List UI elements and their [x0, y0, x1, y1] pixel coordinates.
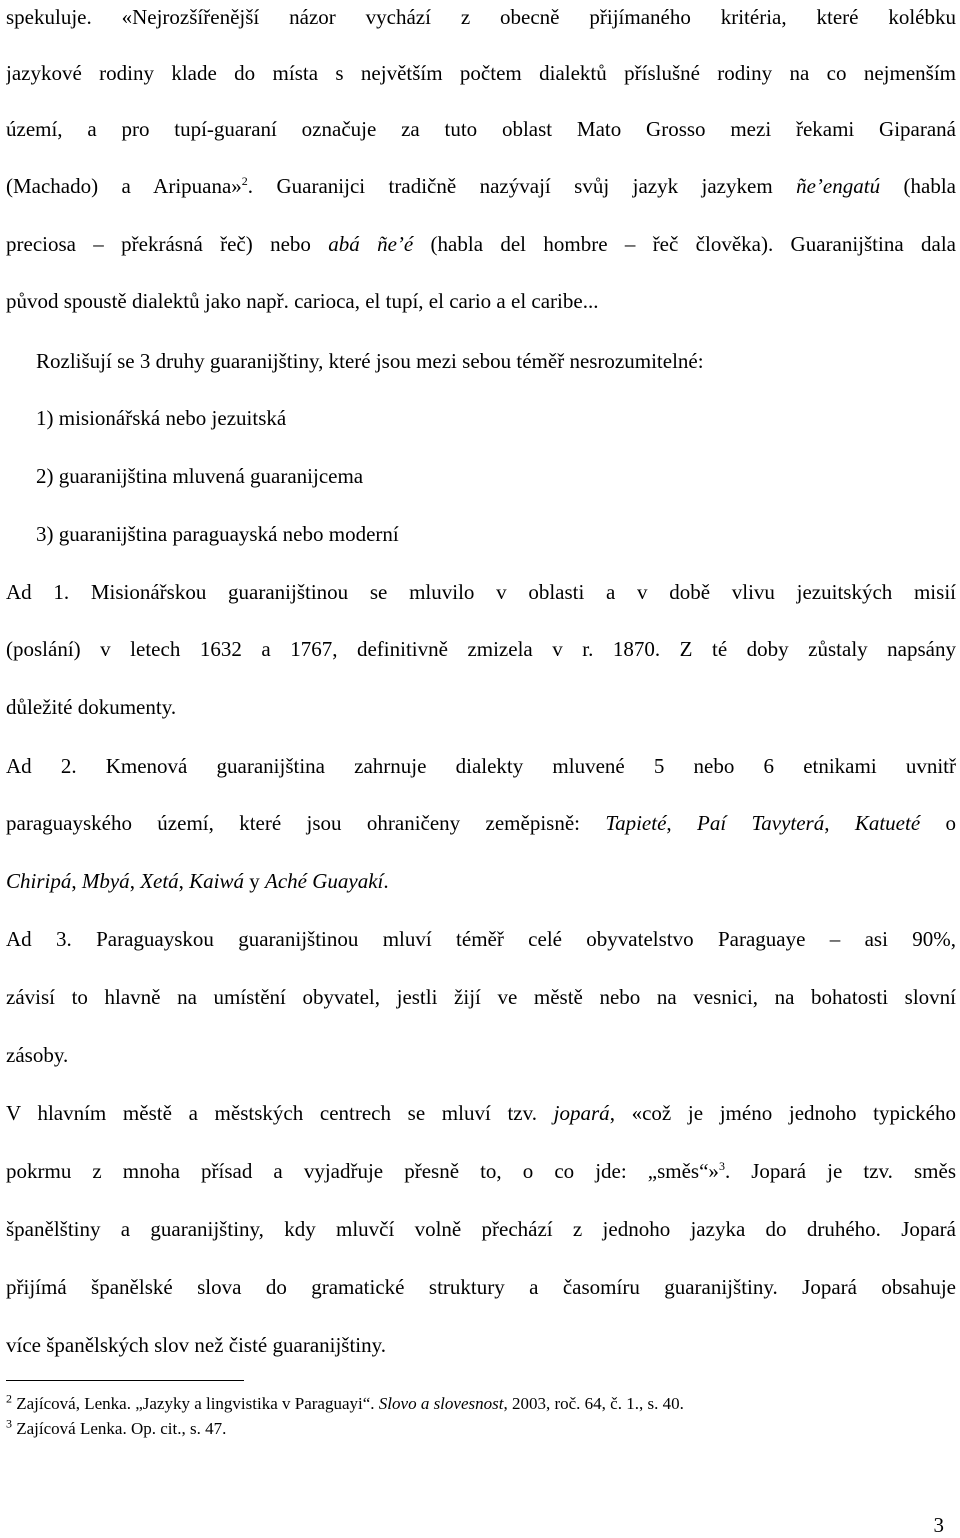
text-line: Ad 2. Kmenová guaranijština zahrnuje dialekty mluvené 5 nebo 6 etnikami uvnitř	[6, 754, 956, 778]
text-line: spekuluje. «Nejrozšířenější názor vychází z obecně přijímaného kritéria, které kolébku	[6, 5, 956, 29]
text-line: Chiripá, Mbyá, Xetá, Kaiwá y Aché Guayakí.	[6, 869, 389, 893]
footnote: $^3$ Zajícová Lenka. Op. cit., s. 47.	[6, 1416, 227, 1438]
text-line: V hlavním městě a městských centrech se mluví tzv. jopará, «což je jméno jednoho typického	[6, 1101, 956, 1125]
footnote-ref: 2	[241, 174, 248, 188]
text-line: Ad 1. Misionářskou guaranijštinou se mluvilo v oblasti a v době vlivu jezuitských misií	[6, 580, 956, 604]
text-line: zásoby.	[6, 1043, 69, 1067]
footnote-ref: 3	[718, 1159, 725, 1173]
text-line: španělštiny a guaranijštiny, kdy mluvčí volně přechází z jednoho jazyka do druhého. Jopará	[6, 1217, 956, 1241]
text-line: závisí to hlavně na umístění obyvatel, jestli žijí ve městě nebo na vesnici, na bohatosti slovní	[6, 985, 956, 1009]
text-line: Ad 3. Paraguayskou guaranijštinou mluví téměř celé obyvatelstvo Paraguaye – asi 90%,	[6, 927, 956, 951]
list-item: 3) guaranijština paraguayská nebo moderní	[36, 522, 399, 546]
text-line: více španělských slov než čisté guaranijštiny.	[6, 1333, 387, 1357]
text-line: (Machado) a Aripuana»$^2$. Guaranijci tradičně nazývají svůj jazyk jazykem ñe’engatú (habla	[6, 174, 956, 198]
text-line: (poslání) v letech 1632 a 1767, definitivně zmizela v r. 1870. Z té doby zůstaly napsány	[6, 637, 956, 661]
footnote: $^2$ Zajícová, Lenka. „Jazyky a lingvistika v Paraguayi“. Slovo a slovesnost, 2003, roč. 64, č. 1., s. 40.	[6, 1391, 684, 1413]
text-line: původ spoustě dialektů jako např. carioca, el tupí, el cario a el caribe...	[6, 289, 599, 313]
text-line: jazykové rodiny klade do místa s největším počtem dialektů příslušné rodiny na co nejmenším	[6, 61, 956, 85]
text-line: důležité dokumenty.	[6, 695, 177, 719]
text-line: území, a pro tupí-guaraní označuje za tuto oblast Mato Grosso mezi řekami Giparaná	[6, 117, 956, 141]
text-line: přijímá španělské slova do gramatické struktury a časomíru guaranijštiny. Jopará obsahuje	[6, 1275, 956, 1299]
list-item: 1) misionářská nebo jezuitská	[36, 406, 287, 430]
text-line: pokrmu z mnoha přísad a vyjadřuje přesně to, o co jde: „směs“»$^3$. Jopará je tzv. směs	[6, 1159, 956, 1183]
text-line: preciosa – překrásná řeč) nebo abá ñe’é (habla del hombre – řeč člověka). Guaranijština dala	[6, 232, 956, 256]
page-number: 3	[933, 1513, 944, 1537]
list-item: 2) guaranijština mluvená guaranijcema	[36, 464, 364, 488]
text-line: paraguayského území, které jsou ohraničeny zeměpisně: Tapieté, Paí Tavyterá, Katueté o	[6, 811, 956, 835]
footnote-divider	[6, 1380, 244, 1381]
text-line: Rozlišují se 3 druhy guaranijštiny, které jsou mezi sebou téměř nesrozumitelné:	[36, 349, 704, 373]
